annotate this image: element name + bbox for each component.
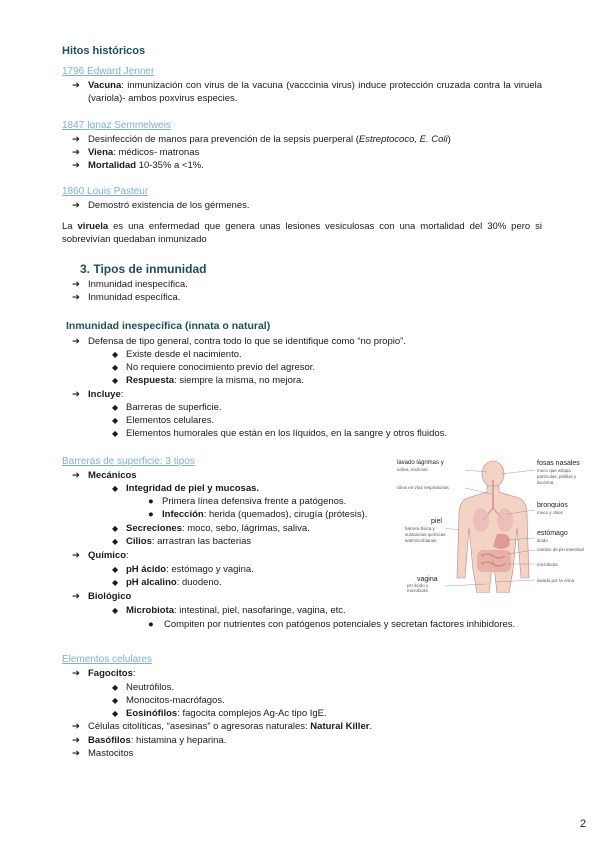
tipos-item-2 [72, 291, 180, 304]
arrow-icon: ➔ [72, 336, 80, 347]
item-label: pH alcalino [126, 577, 177, 588]
item-text: Primera línea defensiva frente a patógenos. [162, 496, 347, 507]
section-title-hitos: Hitos históricos [62, 45, 146, 57]
arrow-icon: ➔ [72, 735, 80, 746]
label-fosas: fosas nasales [537, 460, 580, 467]
item-text: Compiten por nutrientes con patógenos potenciales y secretan factores inhibidores. [164, 619, 516, 630]
item-text: : duodeno. [176, 577, 222, 588]
item-text: : fagocita complejos Ag-Ac tipo IgE. [177, 708, 327, 719]
semmelweis-item-1 [72, 133, 451, 146]
label-cilios: cilios en vías respiratorias [397, 485, 449, 490]
ph-acido-item [112, 563, 254, 576]
basofilos-item [72, 734, 226, 747]
diamond-icon: ◆ [112, 363, 119, 372]
diamond-icon: ◆ [112, 683, 119, 692]
arrow-icon: ➔ [72, 550, 80, 561]
item-text: : intestinal, piel, nasofaringe, vagina, etc. [174, 605, 346, 616]
linea-item [148, 495, 346, 508]
incluye-sub-1 [112, 401, 222, 414]
para-text: es una enfermedad que genera unas lesiones vesiculosas con una mortalidad del 30% pero si sobrevivían quedaban inmunizado [62, 221, 542, 245]
diamond-icon: ◆ [112, 709, 119, 718]
celulares-link[interactable]: Elementos celulares [62, 654, 153, 665]
label-bronquios-2: moco y cilios [537, 510, 563, 515]
diamond-icon: ◆ [112, 537, 119, 546]
item-bold: Natural Killer [310, 721, 370, 732]
arrow-icon: ➔ [72, 470, 80, 481]
item-label: Secreciones [126, 523, 182, 534]
viruela-paragraph [62, 220, 542, 246]
pasteur-link[interactable]: 1860 Louis Pasteur [62, 186, 149, 197]
semmelweis-item-3 [72, 159, 204, 172]
item-text: : arrastran las bacterias [151, 536, 252, 547]
microbiota-item [112, 604, 346, 617]
item-label: Infección [162, 509, 204, 520]
arrow-icon: ➔ [72, 389, 80, 400]
neutrofilos-item [112, 681, 174, 694]
eosinofilos-item [112, 707, 327, 720]
section-title-inespecifica: Inmunidad inespecífica (innata o natural) [66, 320, 271, 332]
label-fosas-2: moco que atrapa [537, 468, 571, 473]
item-italic: Estreptococo, E. Coli [358, 134, 448, 145]
para-start: La [62, 221, 78, 232]
label-fosas-4: lisozima [537, 480, 554, 485]
diamond-icon: ◆ [112, 696, 119, 705]
label-lagrimas: lavado lágrimas y [397, 460, 444, 466]
fagocitos-item: ➔ Fagocitos: [72, 668, 136, 679]
item-label: Respuesta [126, 375, 175, 386]
vacuna-text: : inmunización con virus de la vacuna (vacccinia virus) induce protección cruzada contra la viruela (variola)- ambos poxvirus especies. [88, 80, 542, 104]
item-text: Demostró existencia de los gérmenes. [88, 200, 250, 211]
arrow-icon: ➔ [72, 748, 80, 759]
item-text-end: ) [447, 134, 451, 145]
biologico-item [72, 590, 131, 603]
vacuna-label: Vacuna [88, 80, 122, 91]
label-vagina-3: microbiota [407, 588, 428, 593]
mastocitos-item [72, 747, 133, 760]
label-piel: piel [431, 518, 442, 525]
cilios-item [112, 535, 251, 548]
bullet-icon: ● [148, 509, 154, 520]
pasteur-item [72, 199, 250, 212]
item-label: Incluye [88, 389, 121, 400]
compiten-item [148, 618, 540, 631]
label-vagina: vagina [417, 576, 438, 583]
diamond-icon: ◆ [112, 565, 119, 574]
citoliticas-item [72, 720, 372, 733]
item-colon: : [120, 389, 124, 400]
label-ph: cambio de pH intestinal [537, 547, 584, 552]
label-piel-3: sustancias químicas [405, 532, 446, 537]
arrow-icon: ➔ [72, 134, 80, 145]
monocitos-item [112, 694, 225, 707]
diamond-icon: ◆ [112, 350, 119, 359]
bullet-icon: ● [148, 619, 154, 630]
ph-alcalino-item [112, 576, 222, 589]
item-label: Cilios [126, 536, 152, 547]
diamond-icon: ◆ [112, 429, 119, 438]
infeccion-item [148, 508, 367, 521]
arrow-icon: ➔ [72, 591, 80, 602]
item-text: Neutrófilos. [126, 682, 175, 693]
arrow-icon: ➔ [72, 721, 80, 732]
item-text: Desinfección de manos para prevención de la sepsis puerperal ( [88, 134, 359, 145]
item-label: Eosinófilos [126, 708, 178, 719]
item-label: Biológico [88, 591, 132, 602]
semmelweis-link[interactable]: 1847 Ignaz Semmelweis [62, 120, 171, 131]
diamond-icon: ◆ [112, 484, 119, 493]
diamond-icon: ◆ [112, 578, 119, 587]
arrow-icon: ➔ [72, 279, 80, 290]
item-text: : moco, sebo, lágrimas, saliva. [181, 523, 310, 534]
arrow-icon: ➔ [72, 200, 80, 211]
diamond-icon: ◆ [112, 524, 119, 533]
section-title-tipos: 3. Tipos de inmunidad [80, 262, 207, 276]
item-label: Fagocitos [88, 668, 133, 679]
secreciones-item [112, 522, 310, 535]
inespecifica-sub-2 [112, 361, 315, 374]
label-bronquios: bronquios [537, 502, 568, 509]
item-text: Existe desde el nacimiento. [126, 349, 242, 360]
label-vagina-2: pH ácido y [407, 583, 429, 588]
item-text: Elementos humorales que están en los líquidos, en la sangre y otros fluidos. [126, 428, 448, 439]
label-fosas-3: partículas, pelillos y [537, 474, 577, 479]
label-piel-4: antimicrobianas [405, 538, 437, 543]
label-estomago: estómago [537, 530, 568, 537]
item-label: Químico [88, 550, 127, 561]
item-label: Microbiota [126, 605, 175, 616]
quimico-item: ➔ Químico: [72, 550, 129, 561]
item-text: : estómago y vagina. [166, 564, 254, 575]
body-barriers-figure [395, 458, 595, 593]
arrow-icon: ➔ [72, 160, 80, 171]
item-end: . [369, 721, 373, 732]
jenner-link[interactable]: 1796 Edward Jenner [62, 66, 155, 77]
label-estomago-2: ácido [537, 538, 548, 543]
item-text: Células citolíticas, “asesinas” o agresoras naturales: [88, 721, 311, 732]
arrow-icon: ➔ [72, 80, 80, 91]
page-number: 2 [580, 818, 587, 830]
inespecifica-intro [72, 335, 406, 348]
arrow-icon: ➔ [72, 147, 80, 158]
inespecifica-sub-1 [112, 348, 242, 361]
incluye-sub-3 [112, 427, 447, 440]
viruela-bold: viruela [77, 221, 109, 232]
label-piel-2: barrera física y [405, 526, 435, 531]
arrow-icon: ➔ [72, 668, 80, 679]
diamond-icon: ◆ [112, 416, 119, 425]
bullet-icon: ● [148, 496, 154, 507]
item-text: : herida (quemados), cirugía (prótesis). [203, 509, 368, 520]
mecanicos-item [72, 469, 137, 482]
item-text: Barreras de superficie. [126, 402, 222, 413]
label-intestino: microbiota [537, 562, 558, 567]
incluye-item [72, 388, 123, 401]
item-text: Defensa de tipo general, contra todo lo que se identifique como “no propio”. [88, 336, 406, 347]
item-text: Elementos celulares. [126, 415, 215, 426]
integridad-item [112, 482, 259, 495]
label-lagrimas-2: saliva, enzimas [397, 467, 428, 472]
item-text: No requiere conocimiento previo del agresor. [126, 362, 316, 373]
label-orina: lavado por la orina [537, 578, 575, 583]
tipos-item-1 [72, 278, 188, 291]
inespecifica-sub-3 [112, 374, 304, 387]
item-label: Mortalidad [88, 160, 137, 171]
diamond-icon: ◆ [112, 606, 119, 615]
item-text: : histamina y heparina. [130, 735, 227, 746]
barreras-link[interactable]: Barreras de superficie: 3 tipos [62, 456, 195, 467]
item-text: Mastocitos [88, 748, 134, 759]
item-label: Viena [88, 147, 114, 158]
item-text: Monocitos-macrófagos. [126, 695, 225, 706]
diamond-icon: ◆ [112, 403, 119, 412]
diamond-icon: ◆ [112, 376, 119, 385]
item-label: Integridad de piel y mucosas. [126, 483, 260, 494]
arrow-icon: ➔ [72, 292, 80, 303]
item-text: 10-35% a <1%. [136, 160, 204, 171]
item-label: pH ácido [126, 564, 167, 575]
semmelweis-item-2 [72, 146, 199, 159]
item-label: Basófilos [88, 735, 131, 746]
item-label: Mecánicos [88, 470, 137, 481]
jenner-item [72, 79, 542, 105]
item-text: : médicos- matronas [113, 147, 200, 158]
item-text: Inmunidad inespecífica. [88, 279, 188, 290]
item-text: : siempre la misma, no mejora. [174, 375, 304, 386]
incluye-sub-2 [112, 414, 214, 427]
item-text: Inmunidad específica. [88, 292, 181, 303]
